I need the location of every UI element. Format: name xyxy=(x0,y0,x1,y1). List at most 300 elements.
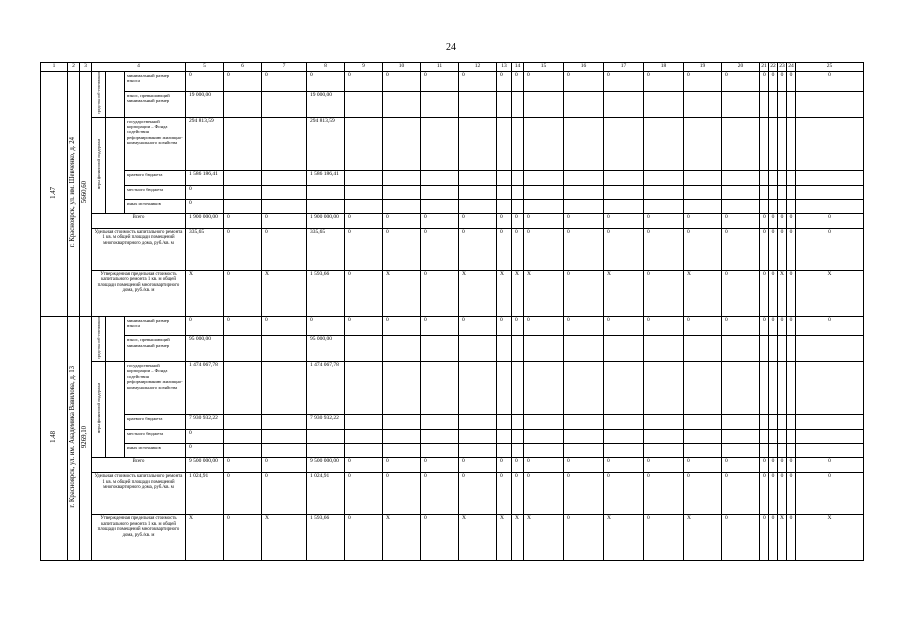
row-number: 1.48 xyxy=(49,431,57,443)
cell-col-17: 0 xyxy=(604,473,644,515)
cell-col-11: 0 xyxy=(421,458,459,473)
cell-col-13 xyxy=(497,430,512,444)
row-label: местного бюджета xyxy=(125,185,186,199)
financial-support-group-cell xyxy=(92,117,106,213)
cell-col-16: 0 xyxy=(564,270,604,316)
table-row xyxy=(41,170,864,185)
row-label: Утвержденная предельная стоимость капитального ремонта 1 кв. м общей площади помещений многоквартирного дома, руб./кв. м xyxy=(92,515,186,561)
cell-col-24 xyxy=(787,415,796,430)
cell-col-11: 0 xyxy=(421,473,459,515)
cell-col-8: 1 900 000,00 xyxy=(307,213,345,228)
cell-col-12 xyxy=(459,170,497,185)
cell-col-12 xyxy=(459,444,497,458)
row-label: взнос, превышающий минимальный размер xyxy=(125,336,186,362)
row-label: Утвержденная предельная стоимость капитального ремонта 1 кв. м общей площади помещений многоквартирного дома, руб./кв. м xyxy=(92,270,186,316)
cell-col-14: 0 xyxy=(512,316,524,336)
cell-col-11: 0 xyxy=(421,316,459,336)
cell-col-14 xyxy=(512,430,524,444)
cell-col-20 xyxy=(722,415,760,430)
cell-col-25: 0 xyxy=(796,228,864,270)
cell-col-15 xyxy=(524,336,564,362)
cell-col-24: 0 xyxy=(787,270,796,316)
cell-col-17 xyxy=(604,170,644,185)
cell-col-22: 0 xyxy=(769,270,778,316)
row-number-cell xyxy=(41,316,68,561)
cell-col-5: 7 930 932,22 xyxy=(186,415,224,430)
cell-col-5: 0 xyxy=(186,199,224,213)
cell-col-18: 0 xyxy=(644,213,684,228)
column-number-22: 22 xyxy=(769,63,778,72)
cell-col-6: 0 xyxy=(224,270,262,316)
cell-col-9 xyxy=(345,362,383,415)
cell-col-13: 0 xyxy=(497,458,512,473)
cell-col-14: 0 xyxy=(512,228,524,270)
cell-col-18 xyxy=(644,430,684,444)
cell-col-6 xyxy=(224,336,262,362)
cell-col-15: 0 xyxy=(524,473,564,515)
cell-col-17: 0 xyxy=(604,213,644,228)
cell-col-25 xyxy=(796,170,864,185)
cell-col-21 xyxy=(760,91,769,117)
cell-col-17 xyxy=(604,91,644,117)
cell-col-21: 0 xyxy=(760,270,769,316)
cell-col-22: 0 xyxy=(769,228,778,270)
cell-col-16: 0 xyxy=(564,228,604,270)
cell-col-15: 0 xyxy=(524,213,564,228)
cell-col-23 xyxy=(778,185,787,199)
cell-col-14 xyxy=(512,336,524,362)
table-row xyxy=(41,72,864,92)
cell-col-23 xyxy=(778,336,787,362)
cell-col-12 xyxy=(459,430,497,444)
cell-col-21 xyxy=(760,170,769,185)
cell-col-14 xyxy=(512,362,524,415)
column-number-17: 17 xyxy=(604,63,644,72)
cell-col-23 xyxy=(778,199,787,213)
row-label: краевого бюджета xyxy=(125,170,186,185)
column-number-header xyxy=(41,63,864,72)
column-number-14: 14 xyxy=(512,63,524,72)
cell-col-19 xyxy=(684,415,722,430)
cell-col-19 xyxy=(684,336,722,362)
cell-col-14 xyxy=(512,185,524,199)
cell-col-10: 0 xyxy=(383,72,421,92)
cell-col-17: Х xyxy=(604,515,644,561)
cell-col-5: 294 813,59 xyxy=(186,117,224,170)
cell-col-5: Х xyxy=(186,270,224,316)
table-row xyxy=(41,336,864,362)
cell-col-20: 0 xyxy=(722,316,760,336)
cell-col-21: 0 xyxy=(760,473,769,515)
cell-col-23 xyxy=(778,430,787,444)
cell-col-17 xyxy=(604,415,644,430)
cell-col-17: 0 xyxy=(604,72,644,92)
cell-col-6: 0 xyxy=(224,228,262,270)
cell-col-11 xyxy=(421,170,459,185)
cell-col-17: 0 xyxy=(604,316,644,336)
cell-col-15 xyxy=(524,444,564,458)
cell-col-15: 0 xyxy=(524,316,564,336)
area-cell xyxy=(80,72,92,317)
cell-col-21 xyxy=(760,415,769,430)
cell-col-21 xyxy=(760,117,769,170)
column-number-4: 4 xyxy=(92,63,186,72)
cell-col-24 xyxy=(787,430,796,444)
table-row xyxy=(41,199,864,213)
column-number-1: 1 xyxy=(41,63,68,72)
cell-col-21 xyxy=(760,362,769,415)
cell-col-11 xyxy=(421,117,459,170)
cell-col-11 xyxy=(421,91,459,117)
cell-col-14 xyxy=(512,91,524,117)
cell-col-20 xyxy=(722,336,760,362)
cell-col-25: 0 xyxy=(796,213,864,228)
cell-col-5: 9 500 000,00 xyxy=(186,458,224,473)
cell-col-13: 0 xyxy=(497,72,512,92)
cell-col-21: 0 xyxy=(760,458,769,473)
row-label: минимальный размер взноса xyxy=(125,316,186,336)
table-row xyxy=(41,362,864,415)
cell-col-19 xyxy=(684,430,722,444)
cell-col-12 xyxy=(459,362,497,415)
cell-col-11 xyxy=(421,336,459,362)
column-number-19: 19 xyxy=(684,63,722,72)
cell-col-9 xyxy=(345,91,383,117)
cell-col-18: 0 xyxy=(644,72,684,92)
column-number-12: 12 xyxy=(459,63,497,72)
cell-col-18 xyxy=(644,117,684,170)
cell-col-21 xyxy=(760,199,769,213)
cell-col-23: 0 xyxy=(778,473,787,515)
cell-col-20 xyxy=(722,117,760,170)
cell-col-25 xyxy=(796,91,864,117)
cell-col-16 xyxy=(564,199,604,213)
cell-col-24 xyxy=(787,185,796,199)
cell-col-25 xyxy=(796,415,864,430)
cell-col-6 xyxy=(224,91,262,117)
row-label: Удельная стоимость капитального ремонта 1 кв. м общей площади помещений многоквартирного дома, руб./кв. м xyxy=(92,228,186,270)
cell-col-11 xyxy=(421,415,459,430)
column-number-10: 10 xyxy=(383,63,421,72)
cell-col-22: 0 xyxy=(769,458,778,473)
cell-col-13: Х xyxy=(497,515,512,561)
row-label: взнос, превышающий минимальный размер xyxy=(125,91,186,117)
owners-funds-group-cell xyxy=(92,72,106,118)
cell-col-7 xyxy=(262,91,307,117)
cell-col-17 xyxy=(604,430,644,444)
cell-col-25: 0 xyxy=(796,458,864,473)
cell-col-20 xyxy=(722,444,760,458)
cell-col-19 xyxy=(684,199,722,213)
cell-col-16 xyxy=(564,91,604,117)
cell-col-10 xyxy=(383,336,421,362)
cell-col-19: 0 xyxy=(684,228,722,270)
cell-col-22: 0 xyxy=(769,72,778,92)
cell-col-17: 0 xyxy=(604,228,644,270)
row-label: Удельная стоимость капитального ремонта 1 кв. м общей площади помещений многоквартирного дома, руб./кв. м xyxy=(92,473,186,515)
cell-col-9 xyxy=(345,199,383,213)
row-label: иных источников xyxy=(125,444,186,458)
cell-col-6 xyxy=(224,170,262,185)
cell-col-9: 0 xyxy=(345,213,383,228)
cell-col-7 xyxy=(262,444,307,458)
cell-col-18: 0 xyxy=(644,458,684,473)
cell-col-21: 0 xyxy=(760,515,769,561)
cell-col-19: 0 xyxy=(684,473,722,515)
cell-col-11 xyxy=(421,430,459,444)
cell-col-8 xyxy=(307,444,345,458)
column-number-7: 7 xyxy=(262,63,307,72)
cell-col-18: 0 xyxy=(644,515,684,561)
cell-col-25: Х xyxy=(796,270,864,316)
cell-col-10 xyxy=(383,199,421,213)
cell-col-24 xyxy=(787,362,796,415)
cell-col-8: 1 593,66 xyxy=(307,515,345,561)
cell-col-16 xyxy=(564,444,604,458)
cell-col-10 xyxy=(383,91,421,117)
cell-col-10: Х xyxy=(383,270,421,316)
cell-col-9 xyxy=(345,444,383,458)
cell-col-8 xyxy=(307,185,345,199)
cell-col-6 xyxy=(224,430,262,444)
table-row xyxy=(41,515,864,561)
table-row xyxy=(41,91,864,117)
cell-col-9: 0 xyxy=(345,316,383,336)
cell-col-16 xyxy=(564,185,604,199)
cell-col-15: Х xyxy=(524,515,564,561)
column-number-5: 5 xyxy=(186,63,224,72)
cell-col-14: 0 xyxy=(512,458,524,473)
cell-col-23: 0 xyxy=(778,72,787,92)
cell-col-13: 0 xyxy=(497,213,512,228)
row-label: государственной корпорации – Фонда содействия реформированию жилищно-коммунального хозяйства xyxy=(125,362,186,415)
cell-col-24: 0 xyxy=(787,458,796,473)
cell-col-16 xyxy=(564,117,604,170)
cell-col-15 xyxy=(524,199,564,213)
cell-col-9: 0 xyxy=(345,228,383,270)
cell-col-13 xyxy=(497,415,512,430)
cell-col-5: 0 xyxy=(186,72,224,92)
cell-col-24: 0 xyxy=(787,213,796,228)
financial-support-group: меры финансовой поддержки xyxy=(95,383,101,434)
cell-col-24: 0 xyxy=(787,72,796,92)
cell-col-11: 0 xyxy=(421,270,459,316)
cell-col-5: 0 xyxy=(186,185,224,199)
table-row xyxy=(41,117,864,170)
cell-col-14 xyxy=(512,199,524,213)
cell-col-13 xyxy=(497,444,512,458)
cell-col-7: 0 xyxy=(262,458,307,473)
cell-col-9: 0 xyxy=(345,473,383,515)
column-number-3: 3 xyxy=(80,63,92,72)
column-number-9: 9 xyxy=(345,63,383,72)
cell-col-22 xyxy=(769,185,778,199)
cell-col-20: 0 xyxy=(722,458,760,473)
cell-col-12 xyxy=(459,415,497,430)
cell-col-5: 1 024,91 xyxy=(186,473,224,515)
cell-col-21 xyxy=(760,430,769,444)
cell-col-6 xyxy=(224,185,262,199)
cell-col-9 xyxy=(345,185,383,199)
address-cell xyxy=(68,72,80,317)
cell-col-25 xyxy=(796,117,864,170)
cell-col-19: 0 xyxy=(684,316,722,336)
cell-col-9: 0 xyxy=(345,72,383,92)
cell-col-11 xyxy=(421,362,459,415)
cell-col-18: 0 xyxy=(644,473,684,515)
cell-col-12: 0 xyxy=(459,316,497,336)
row-label: Всего xyxy=(92,458,186,473)
cell-col-11 xyxy=(421,444,459,458)
cell-col-8 xyxy=(307,430,345,444)
cell-col-14: Х xyxy=(512,515,524,561)
cell-col-23 xyxy=(778,415,787,430)
cell-col-16 xyxy=(564,415,604,430)
cell-col-6 xyxy=(224,199,262,213)
column-number-11: 11 xyxy=(421,63,459,72)
cell-col-7: Х xyxy=(262,270,307,316)
cell-col-21: 0 xyxy=(760,72,769,92)
cell-col-5: 0 xyxy=(186,430,224,444)
cell-col-23: Х xyxy=(778,270,787,316)
cell-col-24 xyxy=(787,117,796,170)
cell-col-20 xyxy=(722,430,760,444)
cell-col-23: Х xyxy=(778,515,787,561)
cell-col-13 xyxy=(497,336,512,362)
table-row xyxy=(41,430,864,444)
cell-col-7: Х xyxy=(262,515,307,561)
cell-col-17: Х xyxy=(604,270,644,316)
cell-col-5: 1 474 067,78 xyxy=(186,362,224,415)
cell-col-25: Х xyxy=(796,515,864,561)
cell-col-15 xyxy=(524,415,564,430)
column-number-2: 2 xyxy=(68,63,80,72)
cell-col-19 xyxy=(684,117,722,170)
cell-col-18 xyxy=(644,444,684,458)
area-cell xyxy=(80,316,92,561)
cell-col-12 xyxy=(459,185,497,199)
cell-col-19 xyxy=(684,170,722,185)
cell-col-5: 335,65 xyxy=(186,228,224,270)
cell-col-16 xyxy=(564,336,604,362)
cell-col-5: 19 000,00 xyxy=(186,91,224,117)
cell-col-20: 0 xyxy=(722,515,760,561)
cell-col-12 xyxy=(459,199,497,213)
cell-col-25 xyxy=(796,444,864,458)
table-row xyxy=(41,444,864,458)
cell-col-16 xyxy=(564,430,604,444)
cell-col-23 xyxy=(778,444,787,458)
cell-col-19: 0 xyxy=(684,72,722,92)
cell-col-11 xyxy=(421,185,459,199)
owners-funds-spacer xyxy=(106,316,125,362)
cell-col-22: 0 xyxy=(769,316,778,336)
column-number-25: 25 xyxy=(796,63,864,72)
table-row xyxy=(41,185,864,199)
cell-col-8: 1 593,66 xyxy=(307,270,345,316)
cell-col-16: 0 xyxy=(564,213,604,228)
cell-col-16: 0 xyxy=(564,316,604,336)
cell-col-6: 0 xyxy=(224,316,262,336)
cell-col-21: 0 xyxy=(760,316,769,336)
cell-col-23: 0 xyxy=(778,316,787,336)
cell-col-22 xyxy=(769,170,778,185)
cell-col-25 xyxy=(796,336,864,362)
cell-col-14 xyxy=(512,415,524,430)
column-number-8: 8 xyxy=(307,63,345,72)
cell-col-7: 0 xyxy=(262,72,307,92)
cell-col-19 xyxy=(684,185,722,199)
cell-col-23 xyxy=(778,362,787,415)
cell-col-9 xyxy=(345,415,383,430)
cell-col-24: 0 xyxy=(787,316,796,336)
owners-funds-group: средства соб-ственников xyxy=(95,316,101,359)
cell-col-10: 0 xyxy=(383,316,421,336)
cell-col-8: 19 000,00 xyxy=(307,91,345,117)
cell-col-10 xyxy=(383,117,421,170)
area: 9269,10 xyxy=(81,426,89,449)
cell-col-25: 0 xyxy=(796,473,864,515)
cell-col-24: 0 xyxy=(787,515,796,561)
cell-col-9 xyxy=(345,336,383,362)
cell-col-23 xyxy=(778,91,787,117)
cell-col-22: 0 xyxy=(769,213,778,228)
cell-col-18 xyxy=(644,170,684,185)
cell-col-17 xyxy=(604,362,644,415)
cell-col-11: 0 xyxy=(421,228,459,270)
column-number-21: 21 xyxy=(760,63,769,72)
cell-col-5: 0 xyxy=(186,316,224,336)
cell-col-6: 0 xyxy=(224,72,262,92)
cell-col-8: 1 474 067,78 xyxy=(307,362,345,415)
cell-col-5: 95 000,00 xyxy=(186,336,224,362)
table-row xyxy=(41,213,864,228)
cell-col-13: 0 xyxy=(497,473,512,515)
cell-col-6 xyxy=(224,444,262,458)
cell-col-12: 0 xyxy=(459,458,497,473)
cell-col-24 xyxy=(787,199,796,213)
cell-col-8 xyxy=(307,199,345,213)
cell-col-6 xyxy=(224,117,262,170)
cell-col-13: Х xyxy=(497,270,512,316)
cell-col-12 xyxy=(459,91,497,117)
row-label: Всего xyxy=(92,213,186,228)
cell-col-22 xyxy=(769,199,778,213)
row-number: 1.47 xyxy=(49,186,57,199)
cell-col-17 xyxy=(604,185,644,199)
cell-col-7: 0 xyxy=(262,213,307,228)
cell-col-19 xyxy=(684,362,722,415)
cell-col-20 xyxy=(722,170,760,185)
cell-col-16: 0 xyxy=(564,72,604,92)
cell-col-11: 0 xyxy=(421,213,459,228)
cell-col-18 xyxy=(644,336,684,362)
cell-col-17 xyxy=(604,199,644,213)
cell-col-25 xyxy=(796,185,864,199)
cell-col-11: 0 xyxy=(421,72,459,92)
cell-col-12: 0 xyxy=(459,228,497,270)
cell-col-19 xyxy=(684,444,722,458)
cell-col-7 xyxy=(262,362,307,415)
row-label: местного бюджета xyxy=(125,430,186,444)
cell-col-12: Х xyxy=(459,515,497,561)
cell-col-15 xyxy=(524,185,564,199)
cell-col-9: 0 xyxy=(345,458,383,473)
column-number-24: 24 xyxy=(787,63,796,72)
column-number-20: 20 xyxy=(722,63,760,72)
cell-col-10: 0 xyxy=(383,228,421,270)
cell-col-25: 0 xyxy=(796,316,864,336)
